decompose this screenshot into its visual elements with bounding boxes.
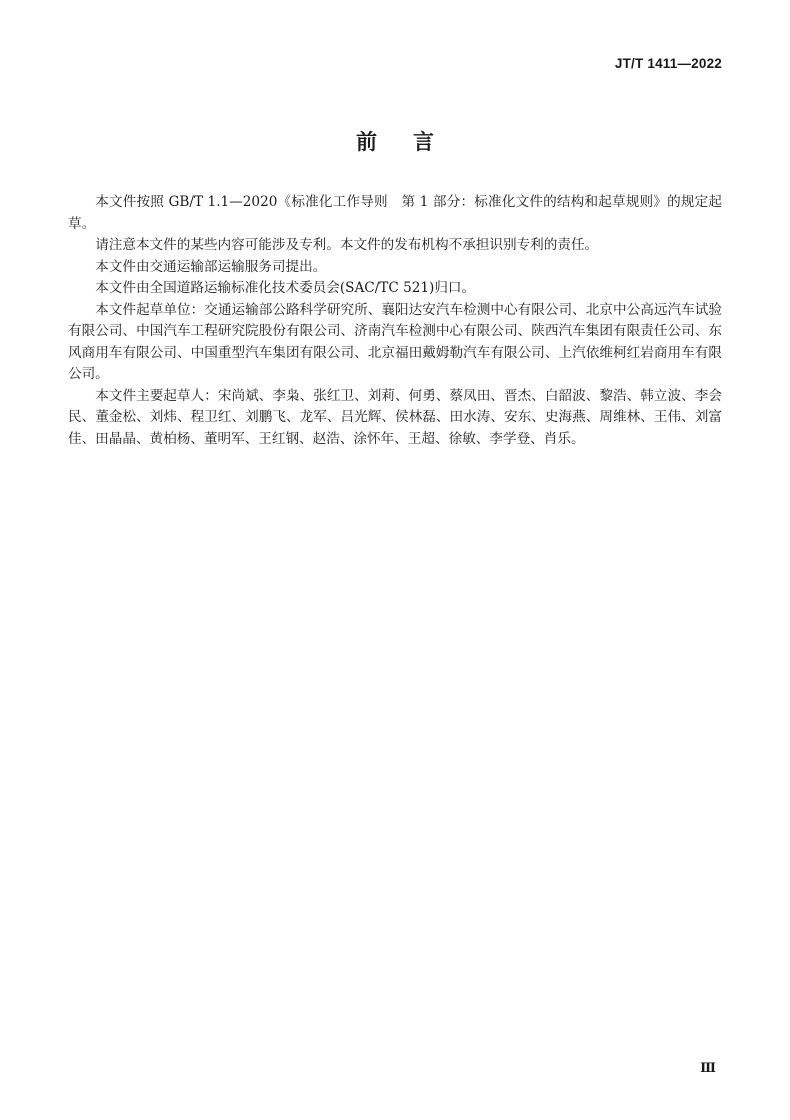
standard-code: JT/T 1411—2022 <box>614 56 722 71</box>
paragraph-drafting-rules: 本文件按照 GB/T 1.1—2020《标准化工作导则 第 1 部分：标准化文件的结构和起草规则》的规定起草。 <box>68 194 722 232</box>
paragraph-patent-notice: 请注意本文件的某些内容可能涉及专利。本文件的发布机构不承担识别专利的责任。 <box>95 237 599 253</box>
foreword-body <box>68 192 722 450</box>
paragraph-drafting-units: 本文件起草单位：交通运输部公路科学研究所、襄阳达安汽车检测中心有限公司、北京中公高远汽车试验有限公司、中国汽车工程研究院股份有限公司、济南汽车检测中心有限公司、陕西汽车集团有限责任公司、东风商用车有限公司、中国重型汽车集团有限公司、北京福田戴姆勒汽车有限公司、上汽依维柯红岩商用车有限公司。 <box>68 301 722 382</box>
paragraph-committee: 本文件由全国道路运输标准化技术委员会(SAC/TC 521)归口。 <box>95 280 476 296</box>
page-title: 前言 <box>356 130 470 154</box>
paragraph-proposer: 本文件由交通运输部运输服务司提出。 <box>95 258 327 275</box>
page-number: Ⅲ <box>700 1060 716 1075</box>
paragraph-drafters: 本文件主要起草人：宋尚斌、李枭、张红卫、刘莉、何勇、蔡凤田、晋杰、白韶波、黎浩、韩立波、李会民、董金松、刘炜、程卫红、刘鹏飞、龙军、吕光辉、侯林磊、田水涛、安东、史海燕、周维林、王伟、刘富佳、田晶晶、黄柏杨、董明军、王红钢、赵浩、涂怀年、王超、徐敏、李学登、肖乐。 <box>68 387 722 447</box>
